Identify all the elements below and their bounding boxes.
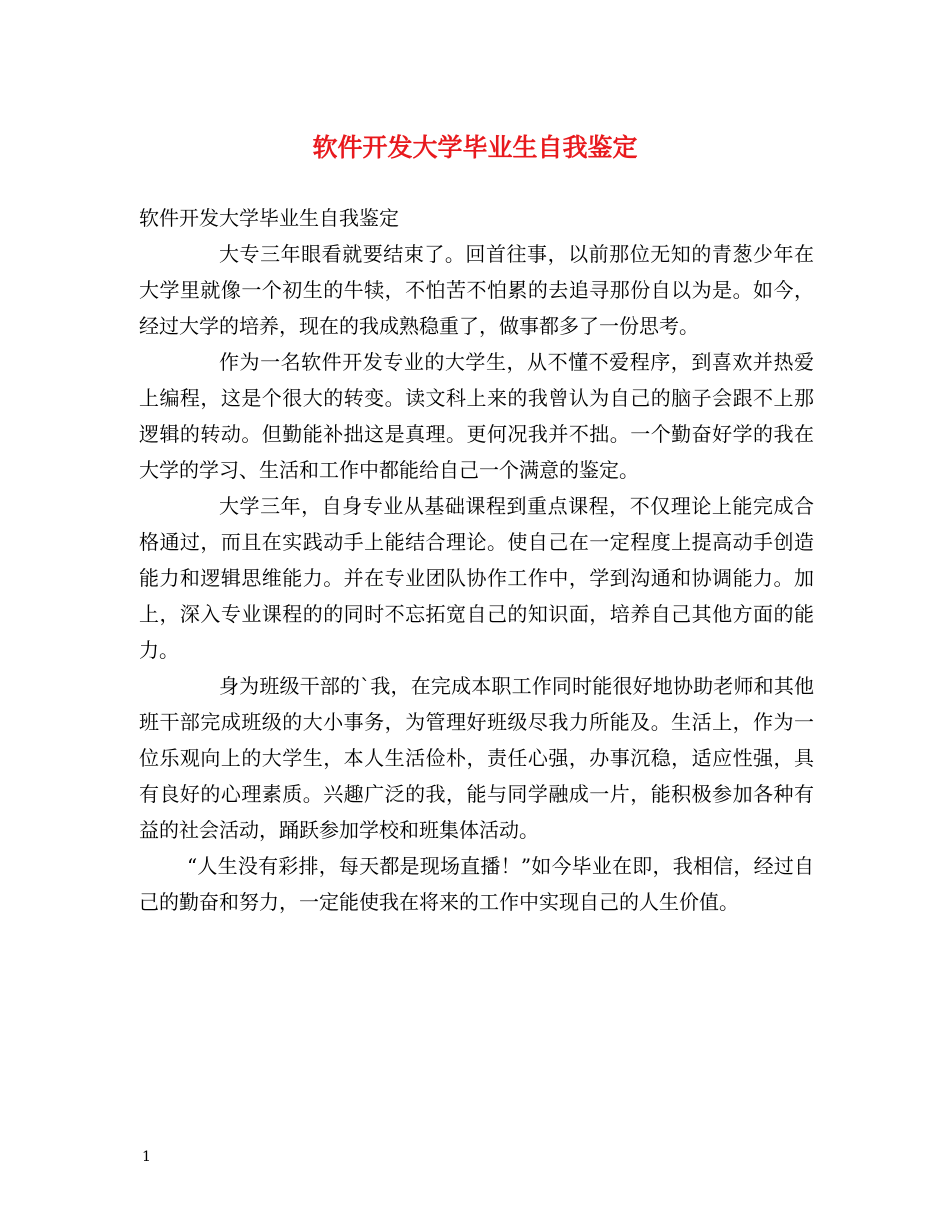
document-subtitle: 软件开发大学毕业生自我鉴定: [139, 206, 399, 230]
page-number: 1: [142, 1149, 151, 1165]
document-body: [139, 200, 814, 920]
paragraph-2: 作为一名软件开发专业的大学生，从不懂不爱程序，到喜欢并热爱上编程，这是个很大的转变。读文科上来的我曾认为自己的脑子会跟不上那逻辑的转动。但勤能补拙这是真理。更何况我并不拙。一个勤奋好学的我在大学的学习、生活和工作中都能给自己一个满意的鉴定。: [139, 350, 814, 482]
paragraph-3: 大学三年，自身专业从基础课程到重点课程，不仅理论上能完成合格通过，而且在实践动手上能结合理论。使自己在一定程度上提高动手创造能力和逻辑思维能力。并在专业团队协作工作中，学到沟通和协调能力。加上，深入专业课程的的同时不忘拓宽自己的知识面，培养自己其他方面的能力。: [139, 494, 814, 662]
paragraph-1: 大专三年眼看就要结束了。回首往事，以前那位无知的青葱少年在大学里就像一个初生的牛犊，不怕苦不怕累的去追寻那份自以为是。如今，经过大学的培养，现在的我成熟稳重了，做事都多了一份思考。: [139, 242, 814, 338]
document-title: 软件开发大学毕业生自我鉴定: [312, 133, 638, 162]
paragraph-5: “人生没有彩排，每天都是现场直播！”如今毕业在即，我相信，经过自己的勤奋和努力，一定能使我在将来的工作中实现自己的人生价值。: [139, 854, 814, 914]
paragraph-4: 身为班级干部的`我，在完成本职工作同时能很好地协助老师和其他班干部完成班级的大小事务，为管理好班级尽我力所能及。生活上，作为一位乐观向上的大学生，本人生活俭朴，责任心强，办事沉稳，适应性强，具有良好的心理素质。兴趣广泛的我，能与同学融成一片，能积极参加各种有益的社会活动，踊跃参加学校和班集体活动。: [139, 674, 814, 842]
